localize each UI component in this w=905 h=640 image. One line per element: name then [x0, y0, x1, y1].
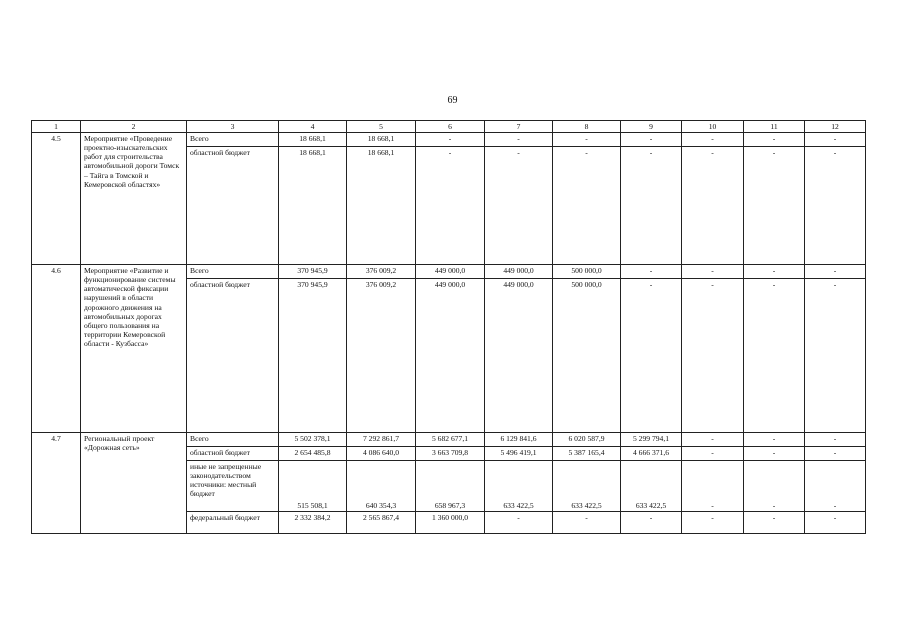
- value-cell: 500 000,0: [553, 265, 621, 279]
- value-cell: -: [416, 133, 485, 147]
- value-cell: 1 360 000,0: [416, 512, 485, 534]
- value-cell: -: [744, 265, 805, 279]
- value-cell: 6 129 841,6: [485, 433, 553, 447]
- value-cell: -: [621, 265, 682, 279]
- item-name: Мероприятие «Проведение проектно-изыскательских работ для строительства автомобильной дороги Томск – Тайга в Томской и Кемеровской областях»: [81, 133, 187, 265]
- value-cell: 4 086 640,0: [347, 447, 416, 461]
- value-cell: -: [744, 147, 805, 265]
- funding-source: областной бюджет: [187, 447, 279, 461]
- value-cell: -: [553, 147, 621, 265]
- value-cell: -: [805, 133, 866, 147]
- value-cell: 640 354,3: [347, 461, 416, 512]
- header-cell: 9: [621, 121, 682, 133]
- table-row: [32, 265, 866, 279]
- value-cell: 5 496 419,1: [485, 447, 553, 461]
- value-cell: -: [682, 279, 744, 433]
- value-cell: 5 387 165,4: [553, 447, 621, 461]
- header-cell: 12: [805, 121, 866, 133]
- value-cell: 18 668,1: [347, 147, 416, 265]
- item-name: Мероприятие «Развитие и функционирование системы автоматической фиксации нарушений в области дорожного движения на автомобильных дорогах общего пользования на территории Кемеровской области - Кузбасса»: [81, 265, 187, 433]
- item-name: Региональный проект «Дорожная сеть»: [81, 433, 187, 534]
- value-cell: -: [744, 461, 805, 512]
- value-cell: 5 682 677,1: [416, 433, 485, 447]
- value-cell: -: [621, 279, 682, 433]
- value-cell: -: [621, 133, 682, 147]
- value-cell: -: [553, 133, 621, 147]
- value-cell: 18 668,1: [347, 133, 416, 147]
- value-cell: -: [682, 133, 744, 147]
- value-cell: 376 009,2: [347, 279, 416, 433]
- header-cell: 3: [187, 121, 279, 133]
- value-cell: 370 945,9: [279, 279, 347, 433]
- table-row: [32, 133, 866, 147]
- header-cell: 5: [347, 121, 416, 133]
- value-cell: 4 666 371,6: [621, 447, 682, 461]
- value-cell: -: [485, 147, 553, 265]
- value-cell: 2 654 485,8: [279, 447, 347, 461]
- value-cell: -: [805, 147, 866, 265]
- value-cell: -: [621, 512, 682, 534]
- funding-source: федеральный бюджет: [187, 512, 279, 534]
- item-number: 4.5: [32, 133, 81, 265]
- value-cell: 449 000,0: [485, 279, 553, 433]
- header-row: [32, 121, 866, 133]
- funding-source: областной бюджет: [187, 279, 279, 433]
- value-cell: 370 945,9: [279, 265, 347, 279]
- value-cell: 449 000,0: [485, 265, 553, 279]
- value-cell: -: [744, 512, 805, 534]
- header-cell: 2: [81, 121, 187, 133]
- funding-source: Всего: [187, 433, 279, 447]
- value-cell: -: [682, 512, 744, 534]
- value-cell: -: [682, 147, 744, 265]
- item-number: 4.6: [32, 265, 81, 433]
- value-cell: 515 508,1: [279, 461, 347, 512]
- value-cell: -: [416, 147, 485, 265]
- value-cell: 2 565 867,4: [347, 512, 416, 534]
- value-cell: 500 000,0: [553, 279, 621, 433]
- value-cell: 633 422,5: [553, 461, 621, 512]
- funding-source: иные не запрещенные законодательством источники: местный бюджет: [187, 461, 279, 512]
- value-cell: -: [805, 265, 866, 279]
- funding-source: Всего: [187, 265, 279, 279]
- header-cell: 10: [682, 121, 744, 133]
- value-cell: 7 292 861,7: [347, 433, 416, 447]
- value-cell: -: [485, 133, 553, 147]
- funding-source: областной бюджет: [187, 147, 279, 265]
- header-cell: 11: [744, 121, 805, 133]
- value-cell: 449 000,0: [416, 265, 485, 279]
- value-cell: -: [805, 433, 866, 447]
- page-number: 69: [447, 95, 458, 106]
- value-cell: -: [805, 512, 866, 534]
- value-cell: 2 332 384,2: [279, 512, 347, 534]
- value-cell: 18 668,1: [279, 147, 347, 265]
- value-cell: -: [805, 279, 866, 433]
- item-number: 4.7: [32, 433, 81, 534]
- value-cell: 5 502 378,1: [279, 433, 347, 447]
- value-cell: 6 020 587,9: [553, 433, 621, 447]
- value-cell: 376 009,2: [347, 265, 416, 279]
- value-cell: -: [682, 461, 744, 512]
- header-cell: 7: [485, 121, 553, 133]
- value-cell: -: [682, 433, 744, 447]
- value-cell: -: [744, 279, 805, 433]
- value-cell: -: [485, 512, 553, 534]
- value-cell: 3 663 709,8: [416, 447, 485, 461]
- value-cell: -: [744, 447, 805, 461]
- value-cell: -: [682, 447, 744, 461]
- value-cell: 658 967,3: [416, 461, 485, 512]
- value-cell: 633 422,5: [621, 461, 682, 512]
- value-cell: 449 000,0: [416, 279, 485, 433]
- header-cell: 4: [279, 121, 347, 133]
- value-cell: -: [805, 461, 866, 512]
- value-cell: 18 668,1: [279, 133, 347, 147]
- value-cell: -: [682, 265, 744, 279]
- value-cell: -: [553, 512, 621, 534]
- header-cell: 1: [32, 121, 81, 133]
- header-cell: 8: [553, 121, 621, 133]
- value-cell: 5 299 794,1: [621, 433, 682, 447]
- table-row: [32, 433, 866, 447]
- value-cell: 633 422,5: [485, 461, 553, 512]
- budget-table: [31, 120, 866, 534]
- value-cell: -: [805, 447, 866, 461]
- value-cell: -: [621, 147, 682, 265]
- header-cell: 6: [416, 121, 485, 133]
- value-cell: -: [744, 133, 805, 147]
- funding-source: Всего: [187, 133, 279, 147]
- value-cell: -: [744, 433, 805, 447]
